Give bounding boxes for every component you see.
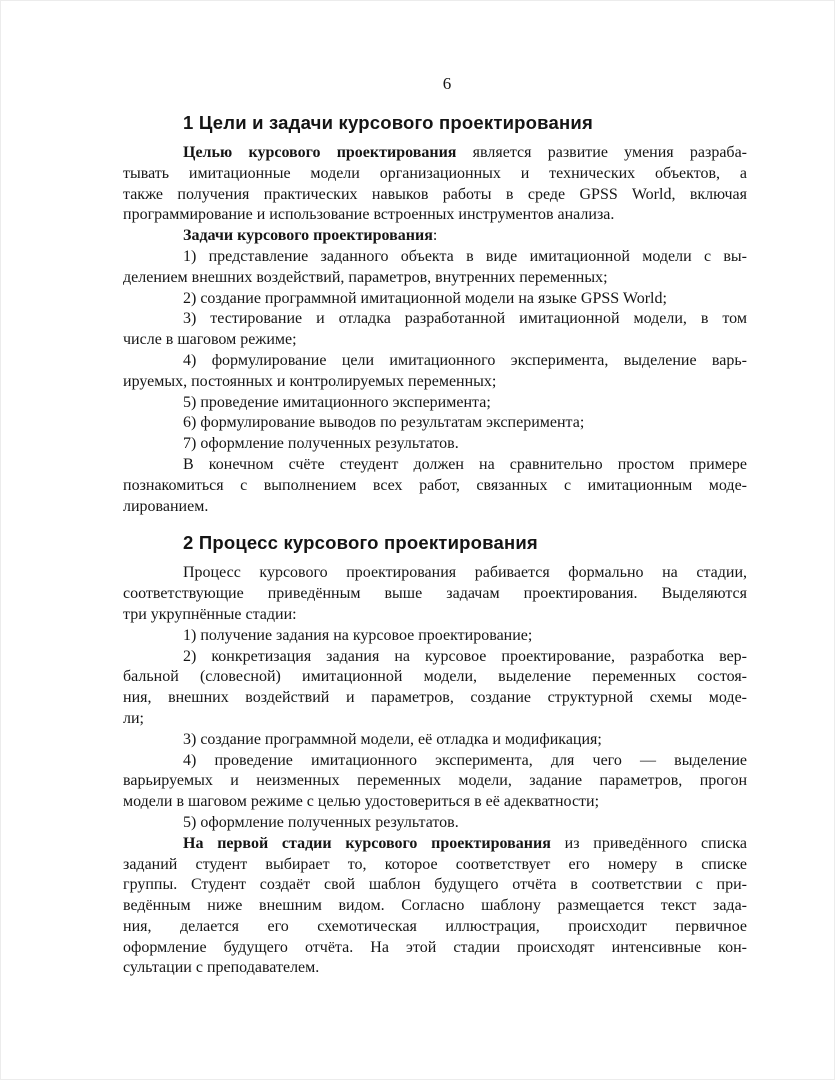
paragraph — [123, 309, 747, 351]
text-line: 1) представление заданного объекта в виде имитационной модели с вы- — [183, 247, 747, 265]
page-number: 6 — [442, 74, 452, 93]
text-line: числе в шаговом режиме; — [123, 331, 297, 349]
section-goals-and-tasks — [123, 111, 747, 517]
paragraph — [123, 247, 747, 289]
text-line: 4) проведение имитационного эксперимента, для чего — выделение — [183, 751, 747, 769]
text-line: 1) получение задания на курсовое проектирование; — [183, 626, 533, 644]
bold-lead: Целью курсового проектирования — [183, 144, 457, 161]
text-line: Задачи курсового проектирования: — [183, 227, 438, 245]
text-line: 6) формулирование выводов по результатам эксперимента; — [183, 414, 585, 432]
bold-lead: На первой стадии курсового проектирования — [183, 834, 551, 852]
text-line: 7) оформление полученных результатов. — [183, 435, 459, 453]
text-line: Процесс курсового проектирования рабивается формально на стадии, — [183, 564, 747, 582]
text-line: 2) создание программной имитационной модели на языке GPSS World; — [183, 289, 667, 307]
text-line: модели в шаговом режиме с целью удостовериться в её адекватности; — [123, 793, 600, 811]
paragraph — [123, 455, 747, 517]
paragraph — [123, 393, 747, 414]
text-line: соответствующие приведённым выше задачам проектирования. Выделяются — [123, 585, 747, 603]
text-line: 2) конкретизация задания на курсовое проектирование, разработка вер- — [183, 647, 747, 665]
text-line: ведённым ниже внешним видом. Согласно шаблону размещается текст зада- — [123, 897, 747, 915]
section-process — [123, 531, 747, 979]
text-line: Целью курсового проектирования является развитие умения разраба- — [183, 144, 747, 161]
paragraph — [123, 813, 747, 834]
text-line: группы. Студент создаёт свой шаблон будущего отчёта в соответствии с при- — [123, 876, 747, 894]
text-line: тывать имитационные модели организационных и технических объектов, а — [123, 164, 747, 182]
text-line: 5) проведение имитационного эксперимента; — [183, 393, 491, 411]
section-heading: 2 Процесс курсового проектирования — [183, 532, 538, 554]
text-line: В конечном счёте стеудент должен на сравнительно простом примере — [183, 455, 747, 473]
text-line: ния, делается его схемотическая иллюстрация, происходит первичное — [123, 917, 747, 935]
text-line: На первой стадии курсового проектирования из приведённого списка — [183, 834, 747, 852]
text-line: также получения практических навыков работы в среде GPSS World, включая — [123, 185, 747, 203]
text-line: ния, внешних воздействий и параметров, создание структурной схемы моде- — [123, 689, 747, 707]
paragraph — [123, 751, 747, 813]
paragraph — [123, 626, 747, 647]
text-line: три укрупнённые стадии: — [123, 605, 297, 623]
paragraph — [123, 226, 747, 247]
text-line: познакомиться с выполнением всех работ, связанных с имитационным моде- — [123, 476, 747, 494]
text-line: варьируемых и неизменных переменных модели, задание параметров, прогон — [123, 772, 747, 790]
text-line: делением внешних воздействий, параметров, внутренних переменных; — [123, 268, 608, 286]
paragraph — [123, 834, 747, 980]
text-line: 5) оформление полученных результатов. — [183, 813, 459, 831]
paragraph — [123, 289, 747, 310]
text-line: сультации с преподавателем. — [123, 959, 320, 977]
paragraph — [123, 647, 747, 730]
text-line: лированием. — [123, 497, 209, 515]
text-line: заданий студент выбирает то, которое соответствует его номеру в списке — [123, 855, 747, 873]
text-line: 3) тестирование и отладка разработанной имитационной модели, в том — [183, 310, 747, 328]
text-line: оформление будущего отчёта. На этой стадии происходят интенсивные кон- — [123, 938, 747, 956]
paragraph — [123, 434, 747, 455]
text-line: 3) создание программной модели, её отладка и модификация; — [183, 730, 602, 748]
section-heading: 1 Цели и задачи курсового проектирования — [183, 112, 593, 133]
text-line: ли; — [123, 709, 144, 727]
text-line: 4) формулирование цели имитационного эксперимента, выделение варь- — [183, 351, 747, 369]
text-line: ируемых, постоянных и контролируемых переменных; — [123, 372, 497, 390]
text-line: бальной (словесной) имитационной модели, выделение переменных состоя- — [123, 668, 747, 686]
paragraph — [123, 730, 747, 751]
document-content — [123, 111, 747, 979]
paragraph — [123, 351, 747, 393]
bold-lead: Задачи курсового проектирования — [183, 227, 433, 245]
paragraph — [123, 563, 747, 625]
text-line: программирование и использование встроенных инструментов анализа. — [123, 206, 615, 224]
paragraph — [123, 413, 747, 434]
paragraph — [123, 143, 747, 226]
